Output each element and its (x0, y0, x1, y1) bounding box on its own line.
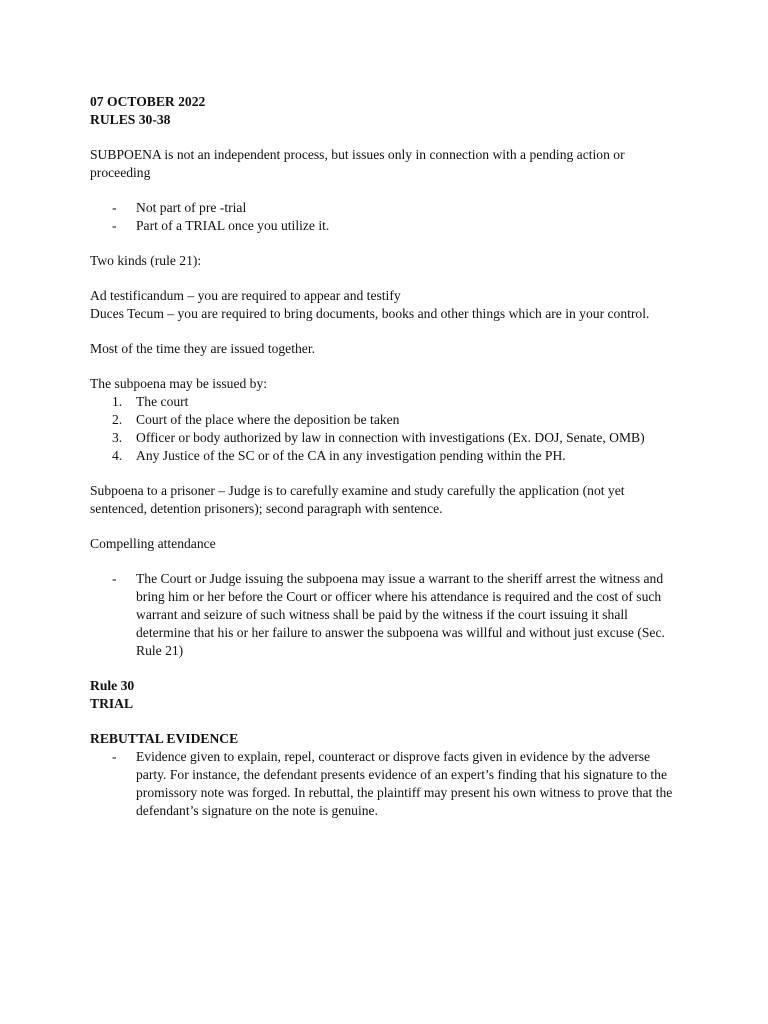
prisoner-paragraph: Subpoena to a prisoner – Judge is to carefully examine and study carefully the application (not yet sentenced, detention prisoners); second paragraph with sentence. (90, 483, 625, 516)
dash-marker: - (112, 571, 117, 586)
number-marker: 3. (112, 430, 123, 445)
rules-heading: RULES 30-38 (90, 112, 171, 127)
subpoena-intro: SUBPOENA is not an independent process, but issues only in connection with a pending action or proceeding (90, 147, 625, 180)
document-body (90, 93, 680, 820)
compelling-bullet-list (90, 570, 680, 660)
trial-heading: TRIAL (90, 696, 134, 711)
number-marker: 1. (112, 394, 123, 409)
issued-by-list (90, 393, 680, 465)
duces-tecum-definition: Duces Tecum – you are required to bring documents, books and other things which are in your control. (90, 306, 650, 321)
list-item: - Part of a TRIAL once you utilize it. (112, 218, 330, 233)
issued-together-note: Most of the time they are issued together. (90, 341, 316, 356)
list-item: - Evidence given to explain, repel, counteract or disprove facts given in evidence by the adverse party. For instance, the defendant presents evidence of an expert’s finding that his signature to the promissory note was forged. In rebuttal, the plaintiff may present his own witness to prove that the defendant’s signature on the note is genuine. (112, 749, 673, 818)
list-item: 4. Any Justice of the SC or of the CA in any investigation pending within the PH. (112, 448, 566, 463)
rebuttal-evidence-heading: REBUTTAL EVIDENCE (90, 731, 239, 746)
ad-testificandum-definition: Ad testificandum – you are required to appear and testify (90, 288, 401, 303)
issued-by-intro: The subpoena may be issued by: (90, 376, 268, 391)
compelling-attendance-label: Compelling attendance (90, 536, 216, 551)
dash-marker: - (112, 200, 117, 215)
number-marker: 2. (112, 412, 123, 427)
list-item: 3. Officer or body authorized by law in connection with investigations (Ex. DOJ, Senate, OMB) (112, 430, 645, 445)
subpoena-bullet-list (90, 199, 680, 235)
dash-marker: - (112, 218, 117, 233)
date-heading: 07 OCTOBER 2022 (90, 94, 206, 109)
rebuttal-bullet-list (90, 748, 680, 820)
dash-marker: - (112, 749, 117, 764)
rule-30-heading: Rule 30 (90, 678, 135, 693)
list-item: 2. Court of the place where the deposition be taken (112, 412, 400, 427)
list-item: 1. The court (112, 394, 189, 409)
two-kinds-label: Two kinds (rule 21): (90, 253, 202, 268)
list-item: - Not part of pre -trial (112, 200, 247, 215)
number-marker: 4. (112, 448, 123, 463)
list-item: - The Court or Judge issuing the subpoena may issue a warrant to the sheriff arrest the witness and bring him or her before the Court or officer where his attendance is required and the cost of such warrant and seizure of such witness shall be paid by the witness if the court issuing it shall determine that his or her failure to answer the subpoena was willful and without just excuse (Sec. Rule 21) (112, 571, 665, 658)
